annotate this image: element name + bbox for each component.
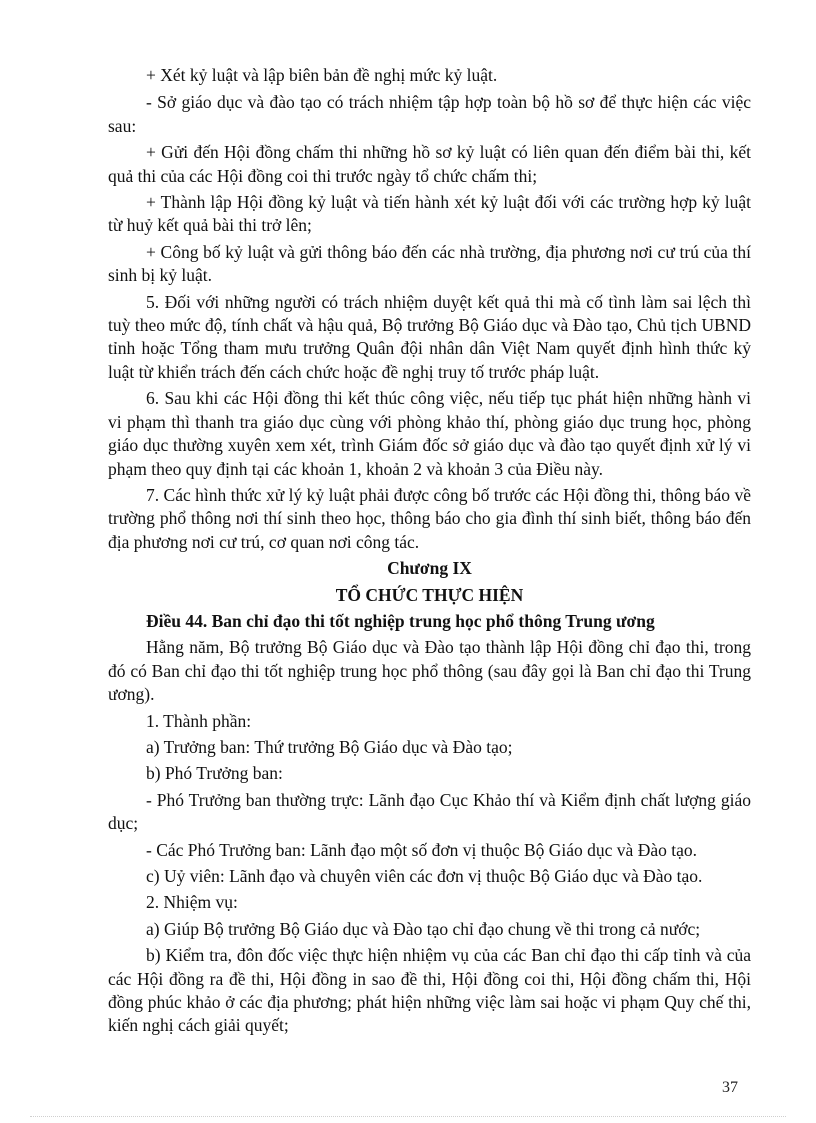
paragraph: 5. Đối với những người có trách nhiệm duyệt kết quả thi mà cố tình làm sai lệch thì tuỳ theo mức độ, tính chất và hậu quả, Bộ trưởng Bộ Giáo dục và Đào tạo, Chủ tịch UBND tỉnh hoặc Tổng tham mưu trưởng Quân đội nhân dân Việt Nam quyết định hình thức kỷ luật từ khiển trách đến cách chức hoặc đề nghị truy tố trước pháp luật. (108, 291, 751, 382)
article-paragraph: - Phó Trưởng ban thường trực: Lãnh đạo Cục Khảo thí và Kiểm định chất lượng giáo dục; (108, 789, 751, 834)
paragraph: - Sở giáo dục và đào tạo có trách nhiệm tập hợp toàn bộ hồ sơ để thực hiện các việc sau: (108, 92, 751, 136)
paragraph: + Gửi đến Hội đồng chấm thi những hồ sơ kỷ luật có liên quan đến điểm bài thi, kết quả thi của các Hội đồng coi thi trước ngày tổ chức chấm thi; (108, 142, 751, 186)
article-paragraph: c) Uỷ viên: Lãnh đạo và chuyên viên các đơn vị thuộc Bộ Giáo dục và Đào tạo. (146, 866, 703, 886)
paragraph: + Thành lập Hội đồng kỷ luật và tiến hành xét kỷ luật đối với các trường hợp kỷ luật từ huỷ kết quả bài thi trở lên; (108, 192, 751, 236)
paragraph: + Công bố kỷ luật và gửi thông báo đến các nhà trường, địa phương nơi cư trú của thí sinh bị kỷ luật. (108, 241, 751, 286)
page-content (108, 64, 751, 1038)
paragraph: + Xét kỷ luật và lập biên bản đề nghị mức kỷ luật. (146, 65, 498, 85)
article-paragraph: - Các Phó Trưởng ban: Lãnh đạo một số đơn vị thuộc Bộ Giáo dục và Đào tạo. (146, 839, 697, 860)
paragraph: 7. Các hình thức xử lý kỷ luật phải được công bố trước các Hội đồng thi, thông báo về trường phổ thông nơi thí sinh theo học, thông báo cho gia đình thí sinh biết, thông báo đến địa phương nơi cư trú, cơ quan nơi công tác. (108, 484, 751, 552)
chapter-number: Chương IX (387, 558, 472, 579)
article-paragraph: 2. Nhiệm vụ: (146, 892, 238, 913)
article-paragraph: b) Kiểm tra, đôn đốc việc thực hiện nhiệm vụ của các Ban chỉ đạo thi cấp tỉnh và của các Hội đồng ra đề thi, Hội đồng in sao đề thi, Hội đồng coi thi, Hội đồng chấm thi, Hội đồng phúc khảo ở các địa phương; phát hiện những việc làm sai hoặc vi phạm Quy chế thi, kiến nghị cách giải quyết; (108, 945, 751, 1036)
paragraph: 6. Sau khi các Hội đồng thi kết thúc công việc, nếu tiếp tục phát hiện những hành vi vi phạm thì thanh tra giáo dục cùng với phòng khảo thí, phòng giáo dục trung học, phòng giáo dục thường xuyên xem xét, trình Giám đốc sở giáo dục và đào tạo quyết định xử lý vi phạm theo quy định tại các khoản 1, khoản 2 và khoản 3 của Điều này. (108, 388, 751, 479)
article-paragraph: a) Giúp Bộ trưởng Bộ Giáo dục và Đào tạo chỉ đạo chung về thi trong cả nước; (146, 918, 701, 939)
article-paragraph: Hằng năm, Bộ trưởng Bộ Giáo dục và Đào tạo thành lập Hội đồng chỉ đạo thi, trong đó có Ban chỉ đạo thi tốt nghiệp trung học phổ thông (sau đây gọi là Ban chỉ đạo thi Trung ương). (108, 637, 751, 705)
page-number: 37 (722, 1079, 738, 1096)
article-heading: Điều 44. Ban chỉ đạo thi tốt nghiệp trung học phổ thông Trung ương (146, 610, 655, 631)
chapter-title: TỔ CHỨC THỰC HIỆN (335, 584, 524, 605)
footer-divider (30, 1116, 786, 1117)
article-paragraph: 1. Thành phần: (146, 710, 252, 731)
article-paragraph: b) Phó Trưởng ban: (146, 763, 283, 784)
article-paragraph: a) Trưởng ban: Thứ trưởng Bộ Giáo dục và Đào tạo; (146, 736, 513, 757)
